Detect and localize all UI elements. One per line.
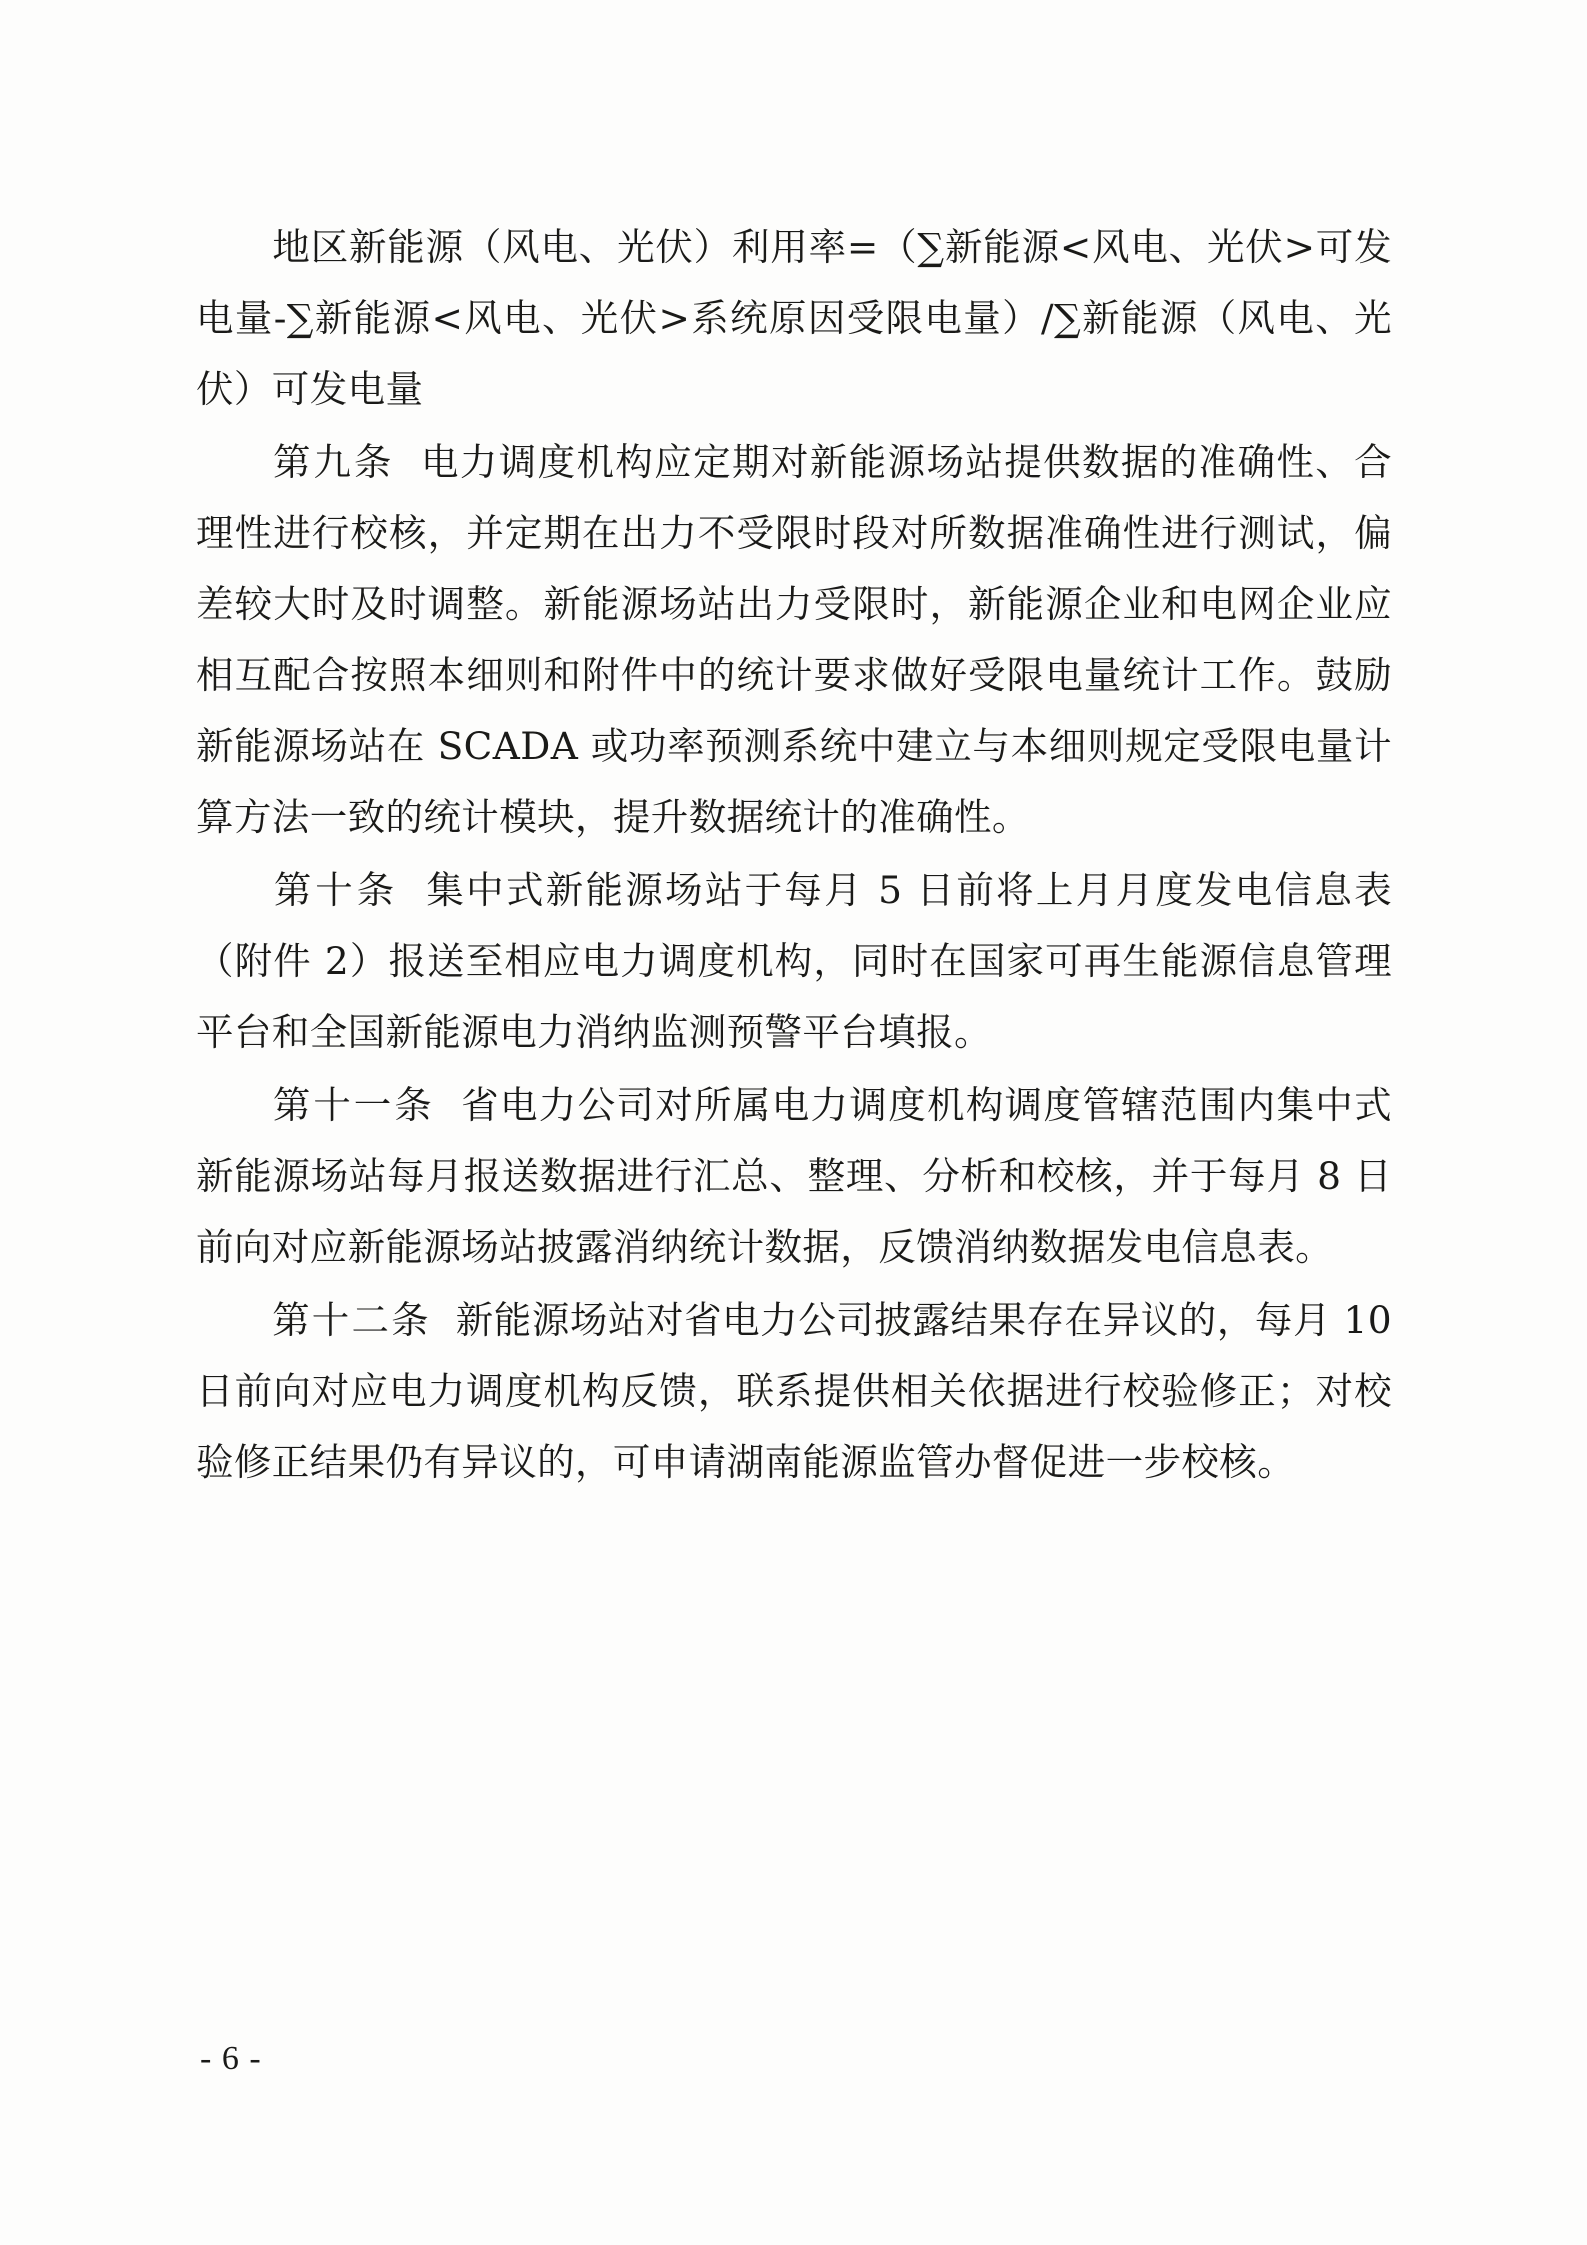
article-12-paragraph: [196, 1285, 1392, 1498]
article-11-text: 省电力公司对所属电力调度机构调度管辖范围内集中式新能源场站每月报送数据进行汇总、整理、分析和校核，并于每月 8 日前向对应新能源场站披露消纳统计数据，反馈消纳数据发电信息表。: [196, 1083, 1392, 1269]
article-11-paragraph: [196, 1070, 1392, 1283]
article-10-paragraph: [196, 855, 1392, 1068]
article-9-paragraph: [196, 427, 1392, 853]
formula-text: 地区新能源（风电、光伏）利用率=（∑新能源<风电、光伏>可发电量-∑新能源<风电、光伏>系统原因受限电量）/∑新能源（风电、光伏）可发电量: [196, 225, 1392, 411]
article-9-label: 第九条: [272, 440, 395, 484]
formula-paragraph: [196, 212, 1392, 425]
article-10-label: 第十条: [272, 868, 398, 912]
article-11-label: 第十一条: [272, 1083, 435, 1127]
article-12-label: 第十二条: [272, 1298, 431, 1342]
article-10-text: 集中式新能源场站于每月 5 日前将上月月度发电信息表（附件 2）报送至相应电力调度机构，同时在国家可再生能源信息管理平台和全国新能源电力消纳监测预警平台填报。: [196, 868, 1392, 1054]
page-body: [196, 212, 1392, 1498]
page-number: - 6 -: [200, 2040, 262, 2077]
article-12-text: 新能源场站对省电力公司披露结果存在异议的，每月 10 日前向对应电力调度机构反馈，联系提供相关依据进行校验修正；对校验修正结果仍有异议的，可申请湖南能源监管办督促进一步校核。: [196, 1298, 1392, 1484]
article-9-text: 电力调度机构应定期对新能源场站提供数据的准确性、合理性进行校核，并定期在出力不受限时段对所数据准确性进行测试，偏差较大时及时调整。新能源场站出力受限时，新能源企业和电网企业应相互配合按照本细则和附件中的统计要求做好受限电量统计工作。鼓励新能源场站在 SCADA 或功率预测系统中建立与本细则规定受限电量计算方法一致的统计模块，提升数据统计的准确性。: [196, 440, 1393, 839]
